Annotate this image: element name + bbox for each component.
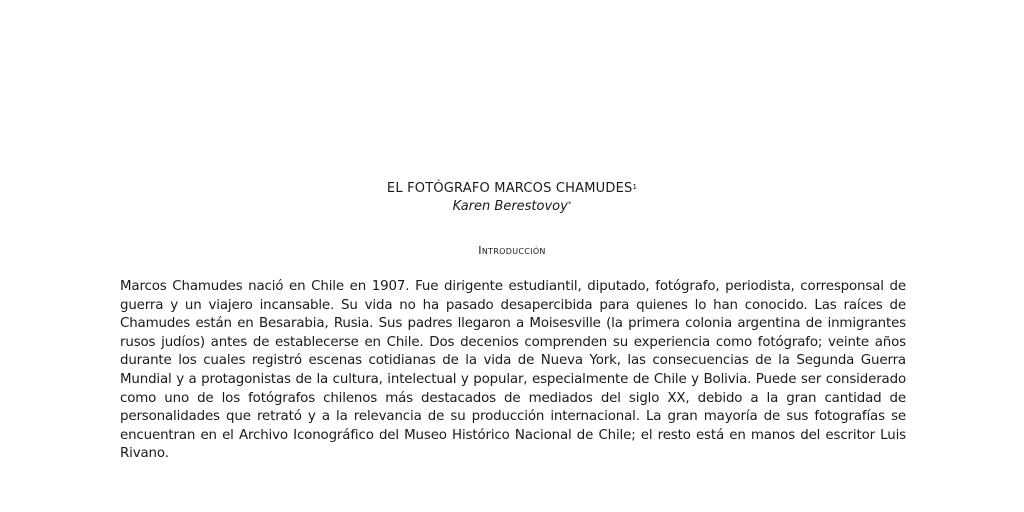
document-author-text: Karen Berestovoy	[452, 199, 568, 214]
title-block	[0, 180, 1024, 215]
document-title	[0, 180, 1024, 198]
title-footnote-marker: 1	[632, 183, 638, 191]
document-author	[0, 198, 1024, 215]
author-footnote-marker: *	[567, 200, 572, 208]
document-title-text: EL FOTÓGRAFO MARCOS CHAMUDES	[386, 181, 633, 196]
section-heading-introduccion: Introducción	[478, 244, 546, 257]
body-paragraph: Marcos Chamudes nació en Chile en 1907. Fue dirigente estudiantil, diputado, fotógrafo, periodista, corresponsal de guerra y un viajero incansable. Su vida no ha pasado desapercibida para quienes lo han conocido. Las raíces de Chamudes están en Besarabia, Rusia. Sus padres llegaron a Moisesville (la primera colonia argentina de inmigrantes rusos judíos) antes de establecerse en Chile. Dos decenios comprenden su experiencia como fotógrafo; veinte años durante los cuales registró escenas cotidianas de la vida de Nueva York, las consecuencias de la Segunda Guerra Mundial y a protagonistas de la cultura, intelectual y popular, especialmente de Chile y Bolivia. Puede ser considerado como uno de los fotógrafos chilenos más destacados de mediados del siglo XX, debido a la gran cantidad de personalidades que retrató y a la relevancia de su producción internacional. La gran mayoría de sus fotografías se encuentran en el Archivo Iconográfico del Museo Histórico Nacional de Chile; el resto está en manos del escritor Luis Rivano.	[120, 279, 906, 462]
